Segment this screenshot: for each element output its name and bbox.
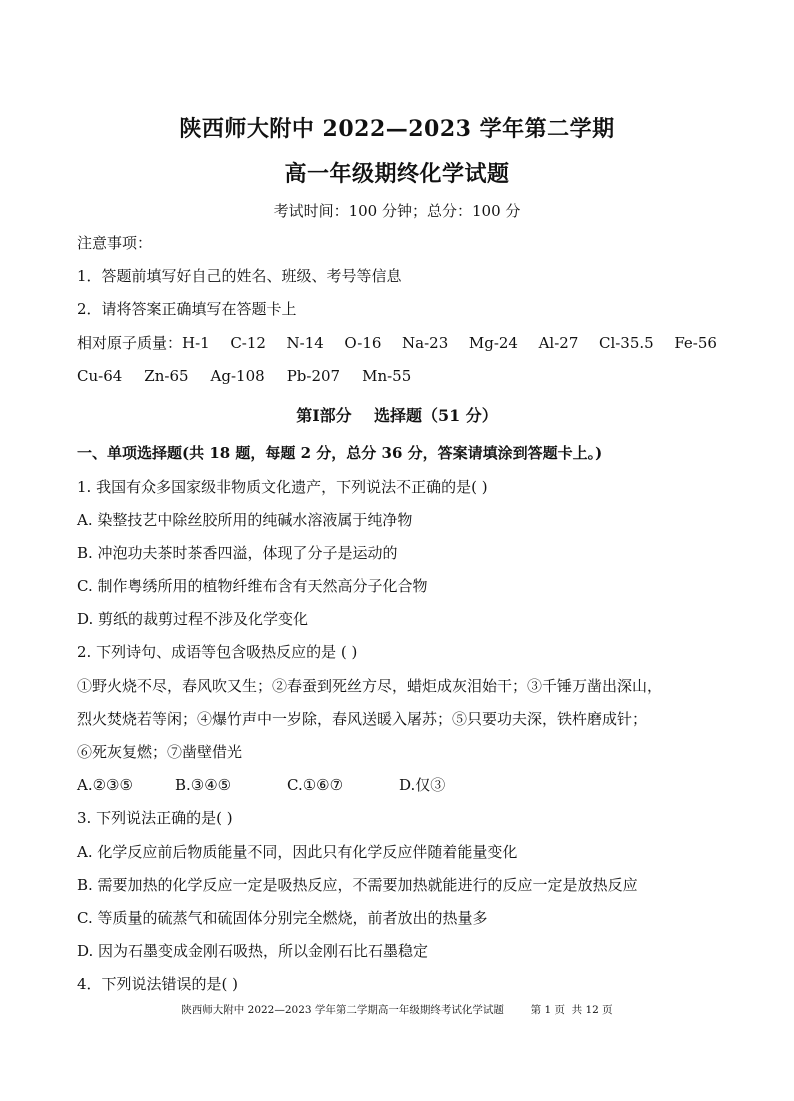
exam-info: 考试时间：100 分钟；总分：100 分 bbox=[273, 202, 521, 220]
question-2-option-a: A.②③⑤ bbox=[77, 776, 133, 794]
atomic-mass-item: Pb-207 bbox=[286, 367, 341, 385]
question-1-option-a: A. 染整技艺中除丝胶所用的纯碱水溶液属于纯净物 bbox=[77, 511, 413, 529]
part-title: 第Ⅰ部分 选择题（51 分） bbox=[296, 406, 498, 425]
question-3-option-d: D. 因为石墨变成金刚石吸热，所以金刚石比石墨稳定 bbox=[77, 942, 429, 960]
atomic-mass-item: Mg-24 bbox=[468, 334, 518, 352]
page-footer: 陕西师大附中 2022—2023 学年第二学期高一年级期终考试化学试题 第 1 页 共 12 页 bbox=[181, 1004, 613, 1016]
atomic-mass-item: O-16 bbox=[344, 334, 382, 352]
question-4-stem: 4．下列说法错误的是( ) bbox=[77, 975, 239, 993]
atomic-mass-item: Al-27 bbox=[538, 334, 579, 352]
question-2-option-d: D.仅③ bbox=[399, 776, 446, 794]
atomic-mass-row-1 bbox=[77, 333, 734, 353]
question-2-body-line-3: ⑥死灰复燃；⑦凿壁借光 bbox=[77, 743, 243, 761]
atomic-mass-item: C-12 bbox=[230, 334, 266, 352]
notes-heading: 注意事项： bbox=[77, 234, 153, 252]
question-3-option-b: B. 需要加热的化学反应一定是吸热反应，不需要加热就能进行的反应一定是放热反应 bbox=[77, 876, 638, 894]
question-1-option-d: D. 剪纸的裁剪过程不涉及化学变化 bbox=[77, 610, 309, 628]
question-3-option-c: C. 等质量的硫蒸气和硫固体分别完全燃烧，前者放出的热量多 bbox=[77, 909, 488, 927]
exam-subtitle: 高一年级期终化学试题 bbox=[284, 161, 510, 187]
atomic-mass-item: Zn-65 bbox=[144, 367, 189, 385]
question-1-option-b: B. 冲泡功夫茶时茶香四溢，体现了分子是运动的 bbox=[77, 544, 398, 562]
note-item-1: 1．答题前填写好自己的姓名、班级、考号等信息 bbox=[77, 267, 402, 285]
exam-title: 陕西师大附中 2022—2023 学年第二学期 bbox=[179, 116, 615, 142]
atomic-mass-row-2 bbox=[77, 366, 734, 386]
question-1-option-c: C. 制作粤绣所用的植物纤维布含有天然高分子化合物 bbox=[77, 577, 428, 595]
atomic-mass-item: Na-23 bbox=[402, 334, 449, 352]
question-1-stem: 1. 我国有众多国家级非物质文化遗产，下列说法不正确的是( ) bbox=[77, 478, 488, 496]
question-2-option-c: C.①⑥⑦ bbox=[287, 776, 344, 794]
question-2-stem: 2. 下列诗句、成语等包含吸热反应的是 ( ) bbox=[77, 643, 358, 661]
question-3-option-a: A. 化学反应前后物质能量不同，因此只有化学反应伴随着能量变化 bbox=[77, 843, 518, 861]
atomic-mass-label: 相对原子质量：H-1 bbox=[77, 334, 210, 352]
note-item-2: 2．请将答案正确填写在答题卡上 bbox=[77, 300, 297, 318]
question-2-body-line-2: 烈火焚烧若等闲；④爆竹声中一岁除，春风送暖入屠苏；⑤只要功夫深，铁杵磨成针； bbox=[77, 710, 648, 728]
question-2-body-line-1: ①野火烧不尽，春风吹又生；②春蚕到死丝方尽，蜡炬成灰泪始干；③千锤万凿出深山， bbox=[77, 677, 663, 695]
section-heading: 一、单项选择题(共 18 题，每题 2 分，总分 36 分，答案请填涂到答题卡上。) bbox=[77, 444, 603, 462]
atomic-mass-item: N-14 bbox=[286, 334, 324, 352]
atomic-mass-item: Cu-64 bbox=[77, 367, 123, 385]
question-3-stem: 3. 下列说法正确的是( ) bbox=[77, 809, 233, 827]
atomic-mass-item: Mn-55 bbox=[362, 367, 412, 385]
question-2-options bbox=[77, 775, 734, 795]
atomic-mass-item: Ag-108 bbox=[210, 367, 265, 385]
atomic-mass-item: Cl-35.5 bbox=[598, 334, 654, 352]
question-2-option-b: B.③④⑤ bbox=[175, 776, 232, 794]
atomic-mass-item: Fe-56 bbox=[674, 334, 717, 352]
